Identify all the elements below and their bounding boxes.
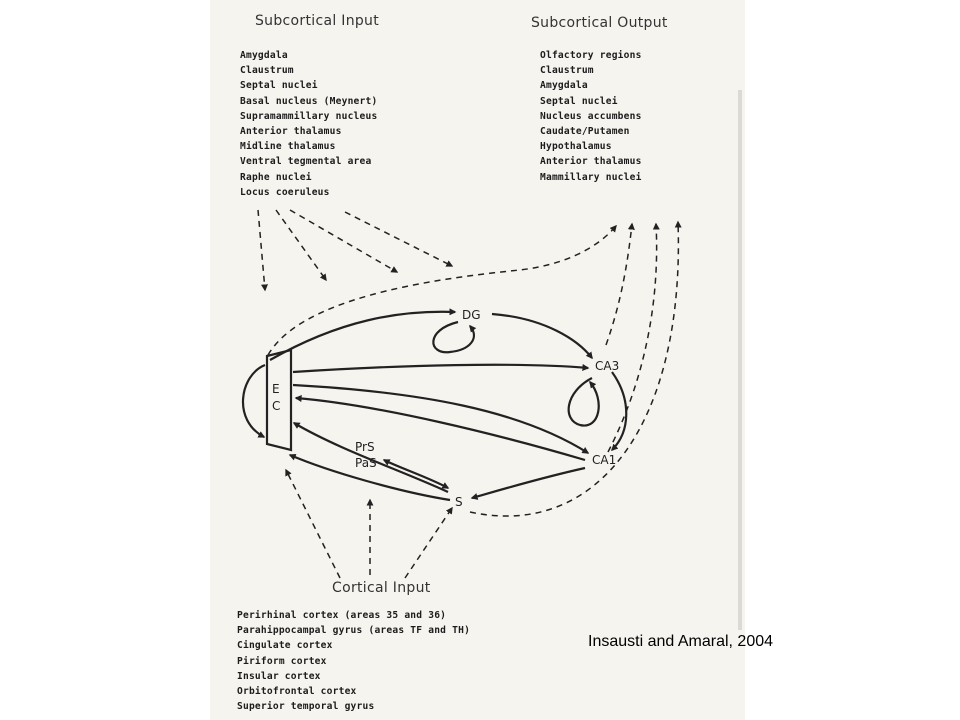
ec-label-c: C [272,399,281,413]
list-item: Nucleus accumbens [540,110,642,122]
list-item: Supramammillary nucleus [240,110,378,122]
list-item: Parahippocampal gyrus (areas TF and TH) [237,625,471,637]
list-item: Septal nuclei [540,95,618,107]
subcortical-input-arrow [276,210,326,280]
list-item: Piriform cortex [237,655,327,667]
list-item: Superior temporal gyrus [237,701,375,713]
ca3-to-subcortical-output-arrow [606,224,632,345]
list-item: Cingulate cortex [237,640,333,652]
list-item: Claustrum [240,65,294,77]
citation: Insausti and Amaral, 2004 [588,633,774,650]
s-to-subcortical-output-arrow [470,222,678,516]
s-label: S [455,495,463,509]
dashed-connections [258,210,678,578]
list-item: Anterior thalamus [240,126,342,138]
ca3-label: CA3 [595,359,620,373]
list-item: Olfactory regions [540,50,642,61]
dg-to-ca3-arrow [492,314,592,358]
ca3-recurrent-arrow [569,378,599,426]
list-item: Amygdala [240,50,288,61]
subcortical-input-arrow [290,210,397,272]
ec-to-ca3-arrow [293,365,588,372]
list-item: Mammillary nuclei [540,171,642,183]
list-item: Perirhinal cortex (areas 35 and 36) [237,610,447,621]
subcortical-input-arrow [345,212,452,266]
list-item: Amygdala [540,80,588,92]
list-item: Anterior thalamus [540,156,642,168]
ec-to-dg-arrow [270,312,455,360]
list-item: Caudate/Putamen [540,126,630,138]
dg-recurrent-arrow [433,322,474,352]
list-item: Claustrum [540,65,594,77]
subcortical-output-heading: Subcortical Output [531,15,668,31]
ec-label-e: E [272,382,280,396]
list-item: Basal nucleus (Meynert) [240,95,378,107]
dg-label: DG [462,308,481,322]
ca1-to-s-arrow [472,468,585,498]
pas-label: PaS [355,456,377,470]
list-item: Septal nuclei [240,80,318,92]
ca1-label: CA1 [592,453,617,467]
ec-recurrent-arrow [243,365,265,437]
list-item: Insular cortex [237,670,321,682]
list-item: Orbitofrontal cortex [237,686,357,698]
list-item: Raphe nuclei [240,171,312,183]
cortical-input-arrow [405,508,452,578]
subcortical-input-heading: Subcortical Input [255,13,380,29]
solid-connections [243,312,626,500]
list-item: Locus coeruleus [240,186,330,198]
ec-to-ca1-arrow [293,385,588,453]
prs-label: PrS [355,440,375,454]
list-item: Hypothalamus [540,141,612,153]
cortical-input-arrow [286,470,340,578]
cortical-input-heading: Cortical Input [332,580,431,596]
list-item: Ventral tegmental area [240,156,372,168]
list-item: Midline thalamus [240,141,336,153]
ca1-to-subcortical-output-arrow [608,224,657,452]
subcortical-input-arrow [258,210,265,290]
s-prs-pas-arrow [384,460,448,488]
